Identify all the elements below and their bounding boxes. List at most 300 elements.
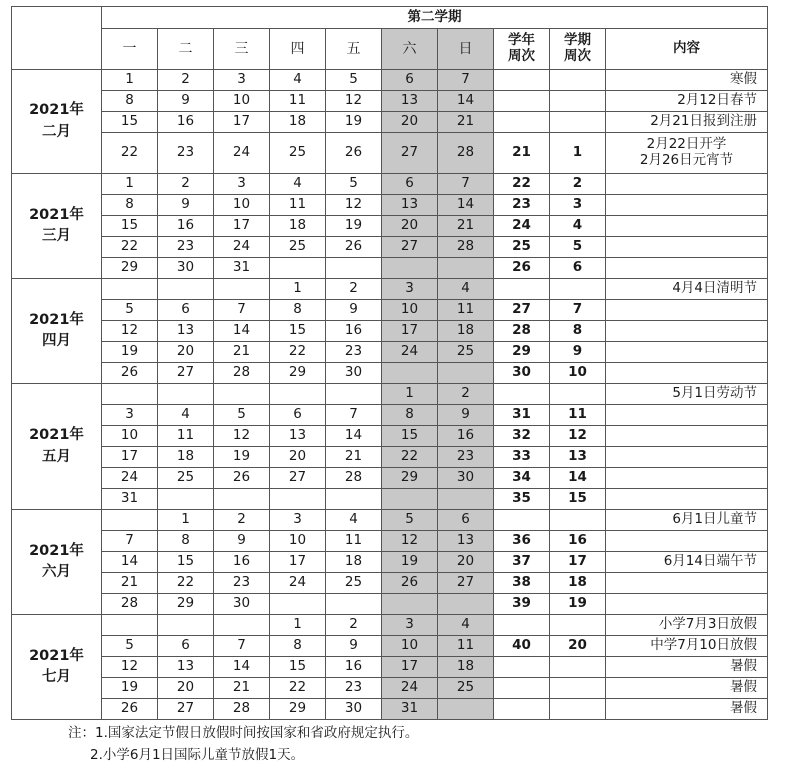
day-cell: 29	[102, 258, 158, 279]
term-week-cell: 15	[550, 489, 606, 510]
weekend-day-cell: 19	[382, 552, 438, 573]
day-cell: 8	[270, 636, 326, 657]
day-cell	[270, 384, 326, 405]
year-week-cell	[494, 70, 550, 91]
day-cell: 2	[326, 279, 382, 300]
year-week-cell: 34	[494, 468, 550, 489]
table-row	[12, 678, 768, 699]
day-cell	[326, 594, 382, 615]
day-cell: 7	[214, 636, 270, 657]
term-week-cell	[550, 91, 606, 112]
year-week-cell: 38	[494, 573, 550, 594]
term-week-cell: 20	[550, 636, 606, 657]
day-cell: 11	[270, 91, 326, 112]
day-cell: 3	[102, 405, 158, 426]
event-text: 中学7月10日放假	[650, 637, 757, 654]
day-cell: 30	[326, 363, 382, 384]
weekend-day-cell: 1	[382, 384, 438, 405]
event-cell	[606, 300, 768, 321]
table-row	[12, 174, 768, 195]
term-week-cell: 7	[550, 300, 606, 321]
day-cell: 27	[158, 363, 214, 384]
term-week-cell: 14	[550, 468, 606, 489]
day-cell: 20	[158, 342, 214, 363]
month-year: 2021年	[29, 647, 84, 664]
weekend-day-cell: 18	[438, 321, 494, 342]
day-cell	[158, 615, 214, 636]
term-week-cell: 1	[550, 133, 606, 174]
day-cell: 6	[158, 300, 214, 321]
table-row	[12, 552, 768, 573]
term-week-header	[550, 29, 606, 70]
month-name: 七月	[42, 669, 71, 685]
day-cell: 9	[326, 636, 382, 657]
year-week-cell: 21	[494, 133, 550, 174]
weekend-day-cell: 8	[382, 405, 438, 426]
year-week-cell: 22	[494, 174, 550, 195]
day-cell: 15	[158, 552, 214, 573]
event-cell	[606, 237, 768, 258]
day-cell	[326, 384, 382, 405]
event-text: 暑假	[730, 679, 757, 696]
term-week-cell: 3	[550, 195, 606, 216]
day-cell: 11	[326, 531, 382, 552]
weekday-tue: 二	[158, 29, 214, 70]
day-cell: 25	[326, 573, 382, 594]
month-label	[12, 384, 102, 510]
day-cell: 17	[214, 216, 270, 237]
day-cell: 9	[158, 195, 214, 216]
header-row	[12, 29, 768, 70]
term-week-cell: 11	[550, 405, 606, 426]
weekday-sat: 六	[382, 29, 438, 70]
weekend-day-cell: 7	[438, 70, 494, 91]
table-row	[12, 70, 768, 91]
event-cell	[606, 363, 768, 384]
day-cell: 12	[214, 426, 270, 447]
year-week-cell	[494, 699, 550, 720]
year-week-cell	[494, 112, 550, 133]
month-name: 五月	[42, 448, 71, 465]
table-row	[12, 384, 768, 405]
table-row	[12, 91, 768, 112]
day-cell: 13	[158, 657, 214, 678]
weekend-day-cell: 17	[382, 657, 438, 678]
day-cell: 7	[326, 405, 382, 426]
term-week-cell	[550, 678, 606, 699]
content-header: 内容	[606, 29, 768, 70]
day-cell: 14	[102, 552, 158, 573]
weekday-wed: 三	[214, 29, 270, 70]
day-cell: 21	[214, 678, 270, 699]
event-text: 2月21日报到注册	[650, 113, 757, 130]
day-cell: 14	[214, 321, 270, 342]
day-cell: 1	[102, 174, 158, 195]
term-week-cell	[550, 699, 606, 720]
day-cell: 10	[102, 426, 158, 447]
table-row	[12, 510, 768, 531]
day-cell: 29	[270, 363, 326, 384]
notes	[68, 722, 418, 766]
day-cell: 25	[270, 237, 326, 258]
table-row	[12, 531, 768, 552]
day-cell: 11	[158, 426, 214, 447]
day-cell	[214, 279, 270, 300]
table-row	[12, 447, 768, 468]
month-label	[12, 615, 102, 720]
weekend-day-cell: 20	[438, 552, 494, 573]
day-cell	[326, 258, 382, 279]
weekend-day-cell: 23	[438, 447, 494, 468]
weekend-day-cell: 12	[382, 531, 438, 552]
term-week-cell	[550, 615, 606, 636]
day-cell: 15	[102, 112, 158, 133]
table-row	[12, 112, 768, 133]
weekend-day-cell: 2	[438, 384, 494, 405]
term-week-header-line2: 周次	[564, 48, 591, 64]
day-cell: 12	[102, 657, 158, 678]
event-cell	[606, 279, 768, 300]
day-cell: 10	[270, 531, 326, 552]
month-label	[12, 510, 102, 615]
month-name: 二月	[42, 123, 71, 140]
day-cell: 9	[214, 531, 270, 552]
weekday-sun: 日	[438, 29, 494, 70]
note-line-1	[68, 722, 418, 744]
month-name: 三月	[42, 228, 71, 244]
month-year: 2021年	[29, 102, 84, 119]
note-line-2	[68, 744, 418, 766]
weekend-day-cell: 26	[382, 573, 438, 594]
day-cell: 24	[270, 573, 326, 594]
term-week-cell: 9	[550, 342, 606, 363]
day-cell	[102, 615, 158, 636]
note-item-2: 2.小学6月1日国际儿童节放假1天。	[90, 747, 305, 763]
weekend-day-cell: 4	[438, 615, 494, 636]
day-cell	[326, 489, 382, 510]
term-week-cell: 19	[550, 594, 606, 615]
day-cell	[214, 384, 270, 405]
corner-cell	[12, 7, 102, 70]
weekend-day-cell: 13	[382, 195, 438, 216]
table-row	[12, 363, 768, 384]
table-row	[12, 237, 768, 258]
weekend-day-cell: 9	[438, 405, 494, 426]
term-week-cell: 4	[550, 216, 606, 237]
day-cell: 23	[326, 342, 382, 363]
day-cell	[102, 384, 158, 405]
day-cell: 27	[158, 699, 214, 720]
weekend-day-cell	[438, 258, 494, 279]
month-year: 2021年	[29, 311, 84, 328]
day-cell: 17	[214, 112, 270, 133]
event-cell	[606, 615, 768, 636]
table-row	[12, 321, 768, 342]
event-text: 2月22日开学	[646, 136, 727, 153]
event-cell	[606, 510, 768, 531]
weekend-day-cell: 13	[438, 531, 494, 552]
event-text: 2月26日元宵节	[639, 152, 734, 168]
day-cell: 18	[270, 216, 326, 237]
year-week-cell: 26	[494, 258, 550, 279]
term-week-cell	[550, 384, 606, 405]
day-cell: 1	[158, 510, 214, 531]
weekend-day-cell: 28	[438, 133, 494, 174]
weekend-day-cell: 3	[382, 279, 438, 300]
day-cell: 19	[214, 447, 270, 468]
event-cell	[606, 91, 768, 112]
weekend-day-cell: 20	[382, 216, 438, 237]
term-week-cell	[550, 112, 606, 133]
day-cell: 8	[102, 195, 158, 216]
year-week-header-line1: 学年	[508, 32, 535, 49]
day-cell: 23	[326, 678, 382, 699]
table-row	[12, 594, 768, 615]
event-cell	[606, 321, 768, 342]
weekend-day-cell	[382, 363, 438, 384]
year-week-header-line2: 周次	[508, 48, 535, 64]
day-cell: 1	[102, 70, 158, 91]
semester-title: 第二学期	[102, 7, 768, 29]
day-cell: 23	[158, 133, 214, 174]
day-cell: 27	[270, 468, 326, 489]
note-prefix: 注：	[68, 725, 95, 741]
day-cell: 21	[214, 342, 270, 363]
day-cell: 26	[326, 237, 382, 258]
day-cell: 22	[102, 133, 158, 174]
day-cell: 4	[326, 510, 382, 531]
weekend-day-cell: 25	[438, 678, 494, 699]
day-cell: 14	[214, 657, 270, 678]
term-week-cell: 12	[550, 426, 606, 447]
day-cell: 30	[214, 594, 270, 615]
day-cell: 29	[158, 594, 214, 615]
event-cell	[606, 573, 768, 594]
event-cell	[606, 678, 768, 699]
weekend-day-cell: 17	[382, 321, 438, 342]
weekend-day-cell	[382, 489, 438, 510]
year-week-cell	[494, 510, 550, 531]
day-cell: 3	[214, 174, 270, 195]
weekend-day-cell	[382, 594, 438, 615]
weekend-day-cell: 6	[382, 174, 438, 195]
day-cell: 8	[158, 531, 214, 552]
day-cell	[270, 489, 326, 510]
event-cell	[606, 174, 768, 195]
day-cell: 15	[270, 321, 326, 342]
weekend-day-cell: 27	[438, 573, 494, 594]
event-text: 6月1日儿童节	[672, 511, 757, 528]
event-cell	[606, 133, 768, 174]
table-row	[12, 133, 768, 174]
table-row	[12, 636, 768, 657]
day-cell: 12	[326, 91, 382, 112]
day-cell: 19	[102, 342, 158, 363]
year-week-cell: 24	[494, 216, 550, 237]
day-cell: 23	[158, 237, 214, 258]
event-text: 6月14日端午节	[663, 553, 757, 570]
day-cell: 22	[270, 342, 326, 363]
year-week-cell: 27	[494, 300, 550, 321]
event-cell	[606, 552, 768, 573]
term-week-cell: 16	[550, 531, 606, 552]
weekend-day-cell: 31	[382, 699, 438, 720]
day-cell: 28	[214, 699, 270, 720]
day-cell: 13	[270, 426, 326, 447]
year-week-cell: 23	[494, 195, 550, 216]
event-text: 2月12日春节	[677, 92, 757, 109]
year-week-cell: 28	[494, 321, 550, 342]
year-week-cell: 32	[494, 426, 550, 447]
day-cell	[158, 489, 214, 510]
day-cell: 19	[326, 112, 382, 133]
weekend-day-cell	[438, 363, 494, 384]
school-calendar-table	[11, 6, 768, 720]
weekend-day-cell: 16	[438, 426, 494, 447]
table-row	[12, 468, 768, 489]
table-row	[12, 657, 768, 678]
day-cell: 17	[270, 552, 326, 573]
day-cell: 31	[214, 258, 270, 279]
note-item-1: 1.国家法定节假日放假时间按国家和省政府规定执行。	[95, 725, 419, 741]
weekend-day-cell: 10	[382, 636, 438, 657]
term-week-cell: 17	[550, 552, 606, 573]
day-cell: 6	[270, 405, 326, 426]
day-cell: 2	[158, 174, 214, 195]
day-cell: 25	[270, 133, 326, 174]
day-cell: 16	[326, 657, 382, 678]
day-cell: 10	[214, 195, 270, 216]
day-cell: 19	[102, 678, 158, 699]
table-row	[12, 342, 768, 363]
weekend-day-cell	[382, 258, 438, 279]
day-cell: 16	[326, 321, 382, 342]
day-cell: 11	[270, 195, 326, 216]
event-cell	[606, 112, 768, 133]
day-cell: 26	[326, 133, 382, 174]
weekend-day-cell: 11	[438, 636, 494, 657]
weekend-day-cell: 4	[438, 279, 494, 300]
event-cell	[606, 447, 768, 468]
event-cell	[606, 405, 768, 426]
weekend-day-cell: 18	[438, 657, 494, 678]
day-cell: 2	[214, 510, 270, 531]
day-cell: 7	[102, 531, 158, 552]
term-week-cell: 10	[550, 363, 606, 384]
event-cell	[606, 70, 768, 91]
day-cell: 18	[326, 552, 382, 573]
year-week-cell	[494, 657, 550, 678]
day-cell: 16	[214, 552, 270, 573]
day-cell: 22	[102, 237, 158, 258]
day-cell: 18	[270, 112, 326, 133]
event-cell	[606, 384, 768, 405]
day-cell: 2	[326, 615, 382, 636]
weekend-day-cell: 15	[382, 426, 438, 447]
term-week-cell	[550, 279, 606, 300]
year-week-cell: 39	[494, 594, 550, 615]
event-text: 小学7月3日放假	[658, 616, 757, 633]
year-week-cell: 35	[494, 489, 550, 510]
event-cell	[606, 426, 768, 447]
day-cell: 13	[158, 321, 214, 342]
weekend-day-cell: 24	[382, 678, 438, 699]
day-cell: 1	[270, 615, 326, 636]
event-text: 寒假	[730, 71, 757, 88]
day-cell: 26	[102, 699, 158, 720]
day-cell: 3	[270, 510, 326, 531]
term-week-cell: 8	[550, 321, 606, 342]
year-week-cell	[494, 678, 550, 699]
weekend-day-cell	[438, 489, 494, 510]
event-cell	[606, 342, 768, 363]
day-cell	[270, 594, 326, 615]
year-week-cell: 31	[494, 405, 550, 426]
weekend-day-cell: 7	[438, 174, 494, 195]
day-cell: 28	[326, 468, 382, 489]
day-cell: 24	[214, 237, 270, 258]
weekend-day-cell: 14	[438, 91, 494, 112]
day-cell: 20	[158, 678, 214, 699]
day-cell: 25	[158, 468, 214, 489]
event-cell	[606, 699, 768, 720]
month-label	[12, 70, 102, 174]
event-cell	[606, 468, 768, 489]
day-cell: 1	[270, 279, 326, 300]
year-week-header	[494, 29, 550, 70]
term-week-header-line1: 学期	[564, 32, 591, 49]
event-cell	[606, 195, 768, 216]
calendar-body	[12, 70, 768, 720]
event-cell	[606, 594, 768, 615]
year-week-cell: 29	[494, 342, 550, 363]
weekend-day-cell: 11	[438, 300, 494, 321]
day-cell: 21	[326, 447, 382, 468]
month-year: 2021年	[29, 206, 84, 223]
term-week-cell	[550, 70, 606, 91]
table-row	[12, 615, 768, 636]
month-label	[12, 279, 102, 384]
weekday-mon: 一	[102, 29, 158, 70]
day-cell	[102, 279, 158, 300]
term-week-cell: 18	[550, 573, 606, 594]
event-cell	[606, 531, 768, 552]
day-cell: 28	[214, 363, 270, 384]
event-cell	[606, 636, 768, 657]
weekend-day-cell: 27	[382, 237, 438, 258]
day-cell	[158, 279, 214, 300]
table-row	[12, 258, 768, 279]
day-cell: 5	[214, 405, 270, 426]
term-week-cell: 5	[550, 237, 606, 258]
day-cell: 19	[326, 216, 382, 237]
day-cell: 22	[158, 573, 214, 594]
event-cell	[606, 216, 768, 237]
term-week-cell	[550, 510, 606, 531]
day-cell: 3	[214, 70, 270, 91]
weekend-day-cell: 20	[382, 112, 438, 133]
table-row	[12, 195, 768, 216]
event-text: 暑假	[730, 700, 757, 717]
weekend-day-cell: 28	[438, 237, 494, 258]
day-cell: 4	[158, 405, 214, 426]
weekend-day-cell: 29	[382, 468, 438, 489]
table-row	[12, 699, 768, 720]
day-cell: 31	[102, 489, 158, 510]
year-week-cell: 30	[494, 363, 550, 384]
day-cell: 28	[102, 594, 158, 615]
day-cell: 2	[158, 70, 214, 91]
